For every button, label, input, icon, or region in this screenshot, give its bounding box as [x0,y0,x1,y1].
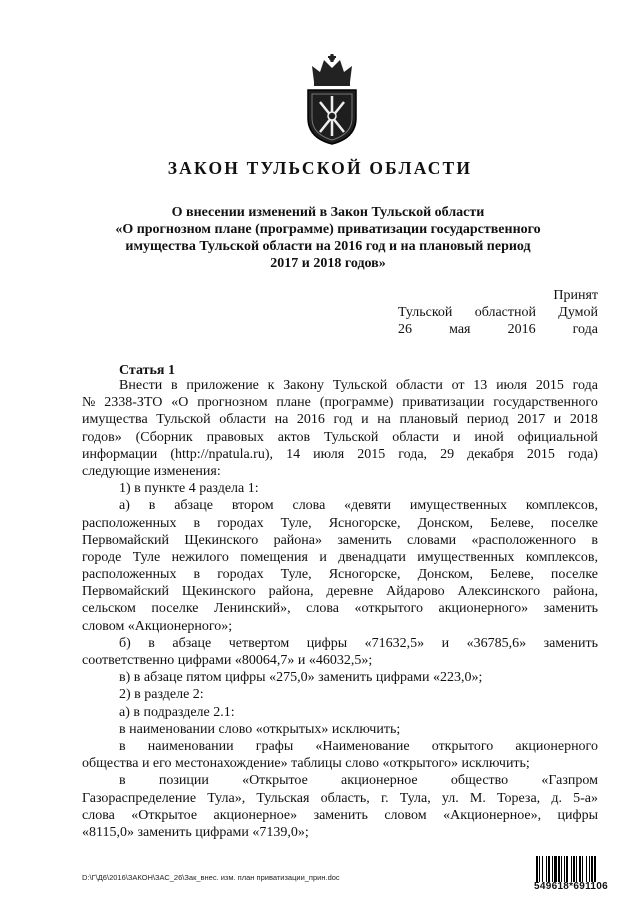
body-line [82,583,598,600]
body-word: июля [313,446,345,462]
barcode-bar [536,856,538,882]
body-word: Газораспределение [82,790,197,806]
body-word: года [572,378,598,393]
body-word: имущества [82,412,148,428]
barcode-bar [566,856,568,882]
body-word: д. [551,790,562,806]
body-word: четвертом [228,635,290,651]
body-line: 2) в разделе 2: [119,687,204,703]
body-word: плановый [399,412,459,428]
body-line [82,566,598,583]
body-word: в [170,378,178,393]
body-word: слова [292,498,326,514]
body-word: Первомайский [82,584,170,600]
subject-line: имущества Тульской области на 2016 год и на плановый период [125,239,531,254]
body-word: области [396,378,443,393]
body-word: 2015 [357,446,386,462]
body-word: «Газпром [541,773,598,789]
body-word: официальной [517,429,598,445]
body-word: года) [567,446,598,462]
body-word: приложение [186,378,259,393]
body-word: в [148,635,155,651]
body-word: заменить [543,635,598,651]
body-word: Ясногорске, [328,567,401,583]
body-word: Тульской [323,429,379,445]
body-word: в [148,498,156,514]
subject-line: «О прогнозном плане (программе) приватизации государственного [115,222,541,237]
body-word: Тульской [156,412,211,428]
body-word: поселке [550,515,598,531]
body-word: Тула, [399,790,431,806]
body-word: Донском, [417,515,474,531]
body-word: 2015 [535,378,564,393]
barcode-bar [539,856,540,882]
body-line: а) в подразделе 2.1: [119,704,235,720]
body-line [82,738,598,755]
law-title: ЗАКОН ТУЛЬСКОЙ ОБЛАСТИ [167,158,473,178]
body-word: период [466,412,509,428]
body-word: 14 [286,446,301,462]
body-line [82,807,598,824]
file-path-footer: D:\Г\Д6\2016\ЗАКОН\ЗАС_26\Зак_внес. изм. план приватизации_прин.doc [82,873,340,882]
barcode-bar [548,856,550,882]
adopted-label: Принят [553,288,598,303]
body-word: № [82,395,96,411]
body-word: Айдарово [386,584,445,600]
barcode-bar [571,856,572,882]
adopted-date: 26 мая 2016 года [398,322,598,337]
body-word: г. [380,790,389,806]
body-word: Щекинского [181,584,256,600]
body-word: правовых [206,429,264,445]
body-line: словом «Акционерного»; [82,618,233,634]
body-line: 1) в пункте 4 раздела 1: [119,481,259,497]
body-line: в) в абзаце пятом цифры «275,0» заменить цифрами «223,0»; [119,670,483,686]
barcode-bar [576,856,577,882]
body-word: Ленинский», [214,601,291,617]
body-word: «расположенного [471,532,576,548]
body-word: «71632,5» [364,635,425,651]
adopted-by: Тульской областной Думой [398,305,598,320]
body-word: области [219,412,267,428]
body-word: заменить [337,532,392,548]
body-word: годов» [82,429,122,445]
body-word: городах [217,567,264,583]
barcode-bar [589,856,590,882]
body-word: слова [82,807,115,823]
body-word: акционерного» [438,601,529,617]
body-word: к [267,378,275,393]
tula-coat-of-arms-emblem [300,52,364,146]
body-word: нежилого [171,549,229,565]
body-word: «открытого [354,601,423,617]
body-word: область, [320,790,370,806]
body-word: общество [450,773,509,789]
body-word: Первомайский [82,532,170,548]
body-word: Ясногорске, [328,515,401,531]
body-word: 2016 [296,412,325,428]
body-word: двенадцати [338,549,406,565]
body-line [82,549,598,566]
body-word: «Открытое [131,807,198,823]
body-word: акционерное [341,773,418,789]
body-word: абзаце [174,498,213,514]
barcode-image [536,856,620,882]
body-word: и [553,412,562,428]
body-line [82,635,598,652]
body-word: Алексинского [457,584,541,600]
body-line: «8115,0» заменить цифрами «7139,0»; [82,824,309,840]
body-word: Внести [119,378,163,393]
body-word: Туле, [280,567,312,583]
body-word: открытого [431,738,494,754]
body-word: цифры [306,635,348,651]
body-word: плане [276,395,311,411]
body-word: Тульская [256,790,310,806]
subject-line: 2017 и 2018 годов» [270,256,386,271]
barcode-bar [591,856,593,882]
body-word: приватизации [402,395,485,411]
body-word: (http://npatula.ru), [170,446,274,462]
body-word: Туле, [280,515,312,531]
body-word: 2015 [526,446,555,462]
body-word: поселке [550,567,598,583]
law-subject [60,204,596,272]
body-word: и [441,635,450,651]
barcode-bar [579,856,581,882]
body-word: 29 [440,446,455,462]
body-line [82,446,598,463]
body-word: помещения [240,549,308,565]
body-word: информации [82,446,158,462]
body-word: «Наименование [315,738,410,754]
body-word: 13 [473,378,488,393]
body-word: Донском, [417,567,474,583]
body-word: на [377,412,391,428]
body-word: «девяти [344,498,391,514]
body-word: в [193,567,201,583]
body-word: «36785,6» [466,635,527,651]
body-word: декабря [467,446,514,462]
body-word: Тула», [207,790,246,806]
barcode-bar [546,856,547,882]
body-word: Тореза, [497,790,541,806]
body-line [82,600,598,617]
body-line: общества и его местонахождение» таблицы слово «открытого» исключить; [82,756,530,772]
body-word: района» [273,532,322,548]
barcode-bar [542,856,543,882]
body-word: городах [217,515,264,531]
body-line [82,411,598,428]
body-word: слова [306,601,339,617]
barcode-bar [586,856,587,882]
barcode-bar [564,856,565,882]
body-word: Белеве, [490,515,534,531]
body-word: и [319,549,327,565]
body-word: Белеве, [490,567,534,583]
body-word: год [333,412,353,428]
body-word: М. [469,790,486,806]
body-line: соответственно цифрами «80064,7» и «46032,5»; [82,653,373,668]
body-word: 2017 [517,412,546,428]
body-word: заменить [543,601,598,617]
body-word: прогнозном [197,395,268,411]
body-word: «Открытое [242,773,308,789]
body-word: (Сборник [135,429,193,445]
body-word: имущественных [417,549,515,565]
body-word: позиции [158,773,209,789]
body-line [82,790,598,807]
body-word: 2338-ЗТО [104,395,163,411]
body-word: деревне [326,584,374,600]
body-word: городе [82,549,122,565]
body-word: поселке [151,601,199,617]
barcode-bar [594,856,596,882]
body-word: 2018 [569,412,598,428]
body-word: иной [474,429,504,445]
barcode-bar [573,856,575,882]
body-word: а) [119,498,130,514]
body-word: 5-а» [573,790,598,806]
body-line [82,532,598,549]
body-word: государственного [493,395,598,411]
body-word: района, [268,584,314,600]
barcode-number: 549618*691106 [534,881,608,892]
barcode-bar [558,856,560,882]
body-word: б) [119,635,131,651]
body-word: «О [171,395,189,411]
body-word: в [193,515,201,531]
body-word: в [119,738,126,754]
subject-line: О внесении изменений в Закон Тульской области [171,205,485,220]
body-word: комплексов, [525,498,598,514]
body-word: района, [553,584,598,600]
body-line [82,377,598,394]
body-word: словом [384,807,427,823]
barcode-bar [561,856,562,882]
body-word: области [392,429,440,445]
body-word: года, [398,446,428,462]
body-word: втором [231,498,274,514]
body-word: ул. [441,790,459,806]
body-word: словами [406,532,457,548]
body-word: (программе) [319,395,394,411]
body-word: акционерного [515,738,598,754]
body-word: графы [255,738,294,754]
body-line [82,429,598,446]
article-heading: Статья 1 [119,363,175,378]
body-line [82,497,598,514]
body-word: актов [277,429,311,445]
body-word: на [274,412,289,428]
body-word: цифры [557,807,598,823]
body-line [82,515,598,532]
body-line [82,394,598,411]
body-word: в [591,532,598,548]
adoption-block [398,287,598,338]
body-word: Закону [283,378,325,393]
body-word: Туле [132,549,161,565]
body-word: сельском [82,601,136,617]
body-word: Щекинского [184,532,259,548]
body-word: имущественных [409,498,507,514]
body-line [82,772,598,789]
article-body [82,377,598,841]
body-word: абзаце [172,635,212,651]
body-word: расположенных [82,515,177,531]
body-word: в [119,773,126,789]
body-line: в наименовании слово «открытых» исключить; [119,721,401,737]
barcode-bar [582,856,583,882]
barcode-bar [554,856,557,882]
body-word: акционерное» [213,807,298,823]
body-word: Тульской [332,378,388,393]
body-word: комплексов, [525,549,598,565]
body-word: заменить [313,807,368,823]
body-word: июля [496,378,528,393]
body-word: и [361,412,369,428]
body-word: расположенных [82,567,177,583]
body-line: следующие изменения: [82,463,221,479]
body-word: от [451,378,465,393]
body-word: «Акционерное», [443,807,542,823]
barcode-bar [552,856,553,882]
body-word: и [452,429,461,445]
body-word: наименовании [147,738,234,754]
